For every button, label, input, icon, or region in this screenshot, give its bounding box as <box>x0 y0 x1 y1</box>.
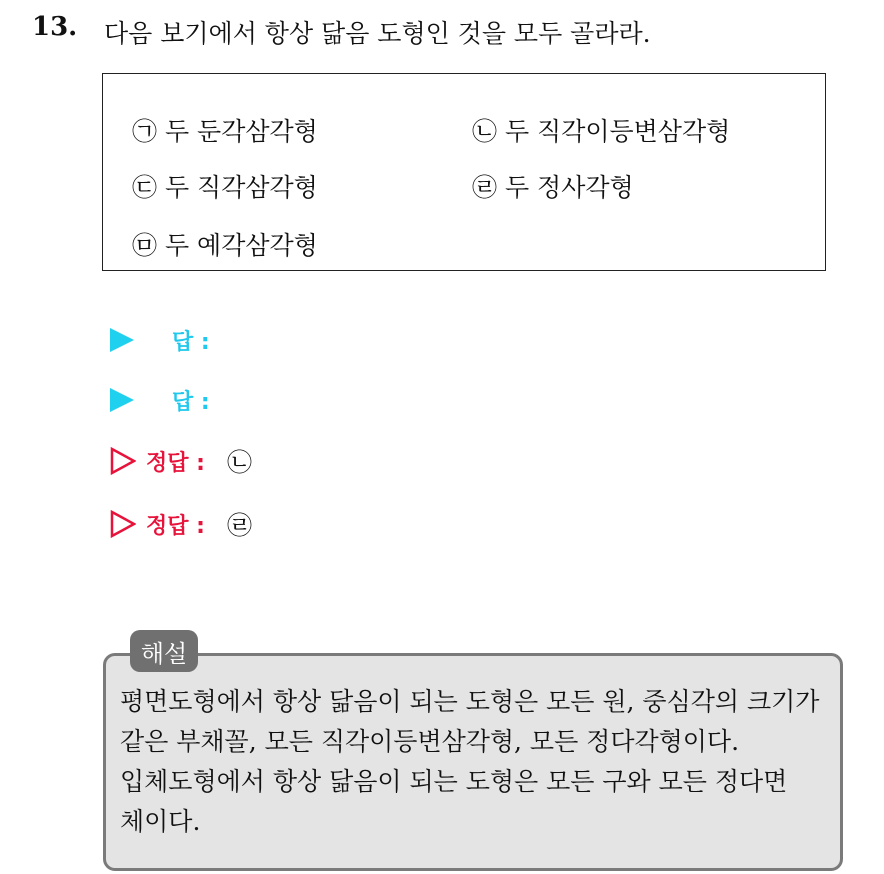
answer-row-1 <box>110 323 210 357</box>
explanation-line: 입체도형에서 항상 닮음이 되는 도형은 모든 구와 모든 정다면 <box>120 767 788 796</box>
option-1: ㉠ 두 둔각삼각형 <box>132 117 318 146</box>
option-5: ㉤ 두 예각삼각형 <box>132 231 318 260</box>
outline-arrow-icon <box>110 447 136 475</box>
option-4: ㉣ 두 정사각형 <box>472 173 634 202</box>
option-3: ㉢ 두 직각삼각형 <box>132 173 318 202</box>
explanation-line: 체이다. <box>120 807 201 836</box>
correct-answer-label: 정답 : <box>146 450 205 476</box>
answer-label: 답 : <box>172 389 210 415</box>
explanation-line: 같은 부채꼴, 모든 직각이등변삼각형, 모든 정다각형이다. <box>120 727 740 756</box>
correct-answer-value: ㉡ <box>226 448 252 477</box>
answer-row-2 <box>110 383 210 417</box>
option-2: ㉡ 두 직각이등변삼각형 <box>472 117 731 146</box>
correct-answer-value: ㉣ <box>226 511 252 540</box>
answer-label: 답 : <box>172 329 210 355</box>
outline-arrow-icon <box>110 510 136 538</box>
play-arrow-icon <box>110 328 134 352</box>
question-text: 다음 보기에서 항상 닮음 도형인 것을 모두 골라라. <box>104 19 651 48</box>
explanation-line: 평면도형에서 항상 닮음이 되는 도형은 모든 원, 중심각의 크기가 <box>120 687 820 716</box>
play-arrow-icon <box>110 388 134 412</box>
explanation-tab: 해설 <box>130 630 198 672</box>
correct-answer-row-1 <box>110 444 252 478</box>
explanation-text <box>120 682 836 842</box>
question-number: 13. <box>32 12 78 42</box>
correct-answer-label: 정답 : <box>146 513 205 539</box>
correct-answer-row-2 <box>110 507 252 541</box>
